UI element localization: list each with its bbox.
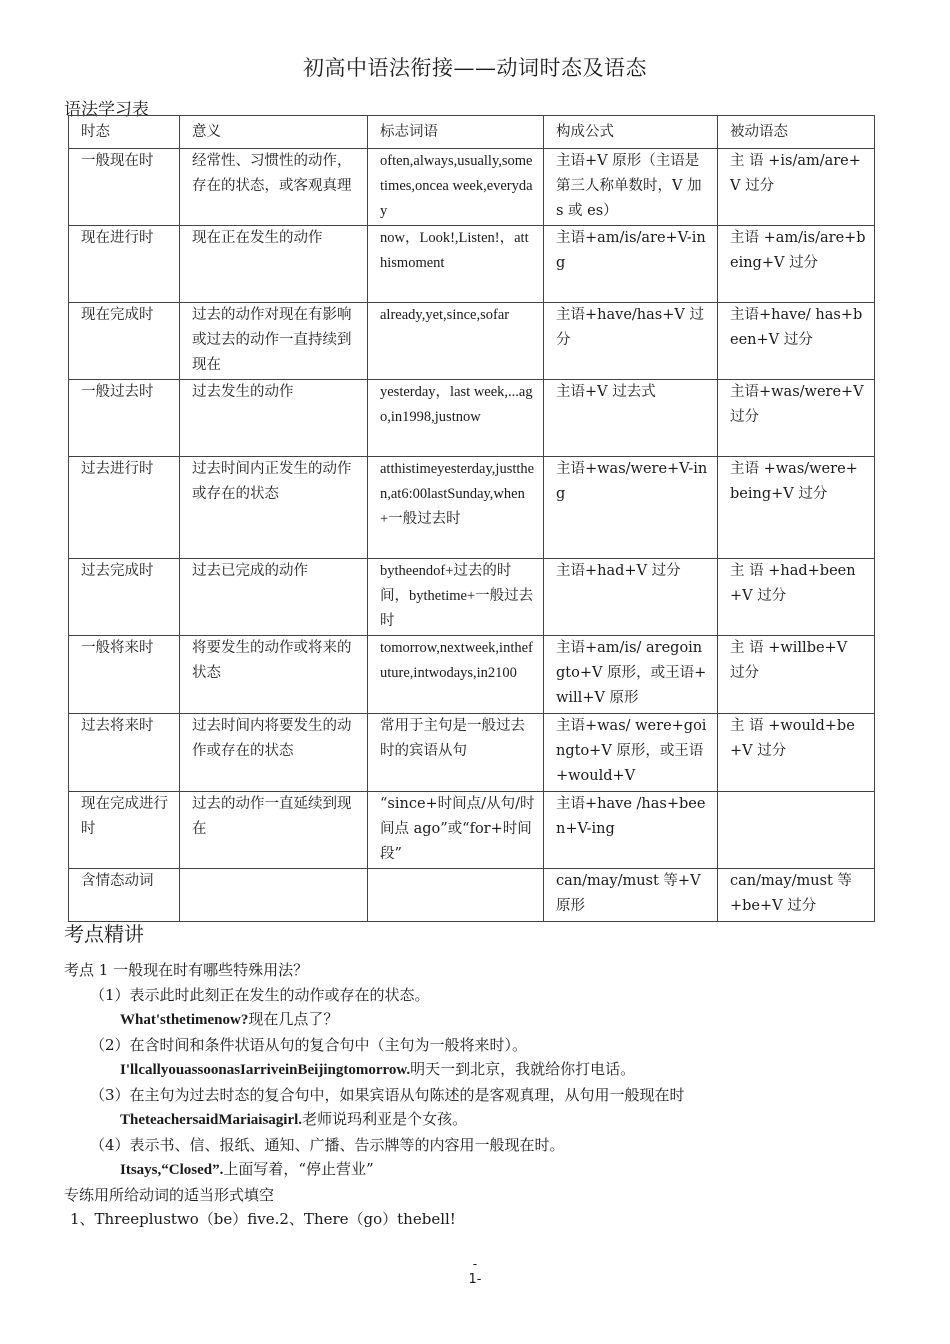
formula-cell: 主语+was/were+V-ing (544, 457, 718, 559)
table-row (69, 714, 875, 792)
point-heading: 考点 1 一般现在时有哪些特殊用法？ (64, 961, 309, 979)
meaning-cell: 过去的动作对现在有影响或过去的动作一直持续到现在 (180, 303, 368, 380)
usage-item-4: （4）表示书、信、报纸、通知、广播、告示牌等的内容用一般现在时。 (90, 1135, 565, 1154)
tense-cell: 过去将来时 (69, 714, 180, 792)
meaning-cell: 过去已完成的动作 (180, 559, 368, 636)
signal-words-cell: “since+时间点/从句/时间点 ago”或“for+时间段” (368, 792, 544, 869)
formula-cell: 主语+V 过去式 (544, 380, 718, 457)
signal-words-cell: 常用于主句是一般过去时的宾语从句 (368, 714, 544, 792)
table-header-row (69, 116, 875, 149)
example-translation: 上面写着，“停止营业” (223, 1160, 374, 1178)
formula-cell: 主语+had+V 过分 (544, 559, 718, 636)
signal-words-cell: now，Look!,Listen!，atthismoment (368, 226, 544, 303)
example-english: I'llcallyouassoonasIarriveinBeijingtomorrow. (120, 1062, 411, 1078)
tense-cell: 过去进行时 (69, 457, 180, 559)
meaning-cell: 现在正在发生的动作 (180, 226, 368, 303)
meaning-cell (180, 869, 368, 922)
tense-cell: 一般过去时 (69, 380, 180, 457)
passive-cell: 主语+was/were+V 过分 (718, 380, 875, 457)
example-sentence-2 (64, 1057, 894, 1083)
passive-cell: 主 语 +is/am/are+V 过分 (718, 149, 875, 226)
table-row (69, 226, 875, 303)
meaning-cell: 过去发生的动作 (180, 380, 368, 457)
practice-heading: 专练用所给动词的适当形式填空 (64, 1185, 275, 1204)
meaning-cell: 过去时间内将要发生的动作或存在的状态 (180, 714, 368, 792)
passive-cell: 主 语 +had+been+V 过分 (718, 559, 875, 636)
example-english: TheteachersaidMariaisagirl. (120, 1112, 303, 1128)
header-meaning: 意义 (180, 116, 368, 149)
tense-cell: 现在完成时 (69, 303, 180, 380)
table-row (69, 792, 875, 869)
table-row (69, 636, 875, 714)
signal-words-cell: tomorrow,nextweek,inthefuture,intwodays,in2100 (368, 636, 544, 714)
signal-words-cell: yesterday，last week,...ago,in1998,justnow (368, 380, 544, 457)
example-translation: 现在几点了？ (248, 1010, 339, 1028)
table-caption: 语法学习表 (64, 100, 149, 120)
signal-words-cell: atthistimeyesterday,justthen,at6:00lastSunday,when+一般过去时 (368, 457, 544, 559)
signal-words-cell: often,always,usually,sometimes,oncea week,everyday (368, 149, 544, 226)
table-row (69, 869, 875, 922)
table-row (69, 149, 875, 226)
page-title: 初高中语法衔接——动词时态及语态 (303, 56, 647, 80)
example-sentence-1 (64, 1007, 894, 1033)
formula-cell: 主语+have /has+been+V-ing (544, 792, 718, 869)
tense-cell: 含情态动词 (69, 869, 180, 922)
passive-cell: 主语 +am/is/are+being+V 过分 (718, 226, 875, 303)
tense-cell: 现在完成进行时 (69, 792, 180, 869)
passive-cell: 主语+have/ has+been+V 过分 (718, 303, 875, 380)
formula-cell: 主语+was/ were+goingto+V 原形，或王语+would+V (544, 714, 718, 792)
example-translation: 老师说玛利亚是个女孩。 (302, 1110, 468, 1128)
section-body (64, 958, 894, 1232)
footer-dash: - (472, 1257, 478, 1272)
table-row (69, 559, 875, 636)
passive-cell: 主语 +was/were+being+V 过分 (718, 457, 875, 559)
passive-cell: can/may/must 等 +be+V 过分 (718, 869, 875, 922)
header-passive: 被动语态 (718, 116, 875, 149)
example-english: Itsays,“Closed”. (120, 1162, 224, 1178)
formula-cell: 主语+am/is/are+V-ing (544, 226, 718, 303)
signal-words-cell: already,yet,since,sofar (368, 303, 544, 380)
meaning-cell: 将要发生的动作或将来的状态 (180, 636, 368, 714)
meaning-cell: 经常性、习惯性的动作，存在的状态，或客观真理 (180, 149, 368, 226)
tense-cell: 一般将来时 (69, 636, 180, 714)
example-sentence-3 (64, 1107, 894, 1133)
header-tense: 时态 (69, 116, 180, 149)
tense-cell: 过去完成时 (69, 559, 180, 636)
meaning-cell: 过去的动作一直延续到现在 (180, 792, 368, 869)
tense-cell: 现在进行时 (69, 226, 180, 303)
exercise-line: 1、Threeplustwo（be）five.2、There（go）thebell! (70, 1210, 456, 1228)
example-sentence-4 (64, 1157, 894, 1183)
meaning-cell: 过去时间内正发生的动作或存在的状态 (180, 457, 368, 559)
passive-cell (718, 792, 875, 869)
passive-cell: 主 语 +would+be+V 过分 (718, 714, 875, 792)
example-english: What'sthetimenow? (120, 1012, 249, 1028)
formula-cell: 主语+have/has+V 过分 (544, 303, 718, 380)
usage-item-2: （2）在含时间和条件状语从句的复合句中（主句为一般将来时）。 (90, 1035, 528, 1054)
usage-item-1: （1）表示此时此刻正在发生的动作或存在的状态。 (90, 985, 430, 1004)
table-row (69, 380, 875, 457)
usage-item-3: （3）在主句为过去时态的复合句中，如果宾语从句陈述的是客观真理，从句用一般现在时 (90, 1085, 685, 1104)
formula-cell: 主语+V 原形（主语是第三人称单数时，V 加 s 或 es） (544, 149, 718, 226)
page-number: 1- (468, 1272, 482, 1287)
table-row (69, 457, 875, 559)
section-heading: 考点精讲 (64, 922, 144, 946)
header-formula: 构成公式 (544, 116, 718, 149)
signal-words-cell: bytheendof+过去的时间，bythetime+一般过去时 (368, 559, 544, 636)
example-translation: 明天一到北京，我就给你打电话。 (410, 1060, 636, 1078)
tense-cell: 一般现在时 (69, 149, 180, 226)
formula-cell: 主语+am/is/ aregoingto+V 原形，或王语+will+V 原形 (544, 636, 718, 714)
header-signal-words: 标志词语 (368, 116, 544, 149)
signal-words-cell (368, 869, 544, 922)
passive-cell: 主 语 +willbe+V 过分 (718, 636, 875, 714)
table-row (69, 303, 875, 380)
grammar-table (68, 115, 875, 922)
formula-cell: can/may/must 等+V 原形 (544, 869, 718, 922)
